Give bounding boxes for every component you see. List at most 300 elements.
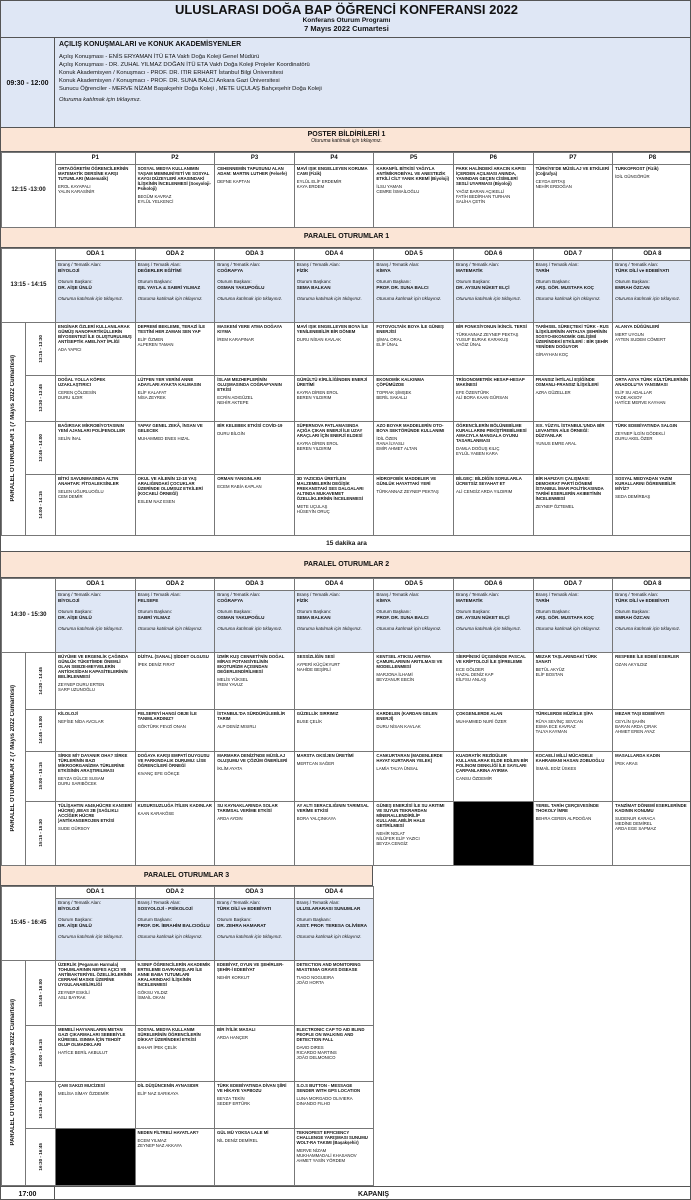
opening-session bbox=[1, 38, 691, 128]
talk-title: SOSYAL MEDYADAN YAZIM KURALLARINI ÖĞRENEBİLİR MİYİZ? bbox=[615, 476, 676, 492]
talk-cell bbox=[294, 323, 374, 376]
join-link[interactable]: Oturuma katılmak için tıklayınız. bbox=[58, 934, 124, 939]
talk-cell bbox=[453, 422, 533, 475]
talk-authors: KAAN KARAKÖSE bbox=[137, 810, 175, 816]
talk-cell bbox=[374, 801, 454, 865]
join-link[interactable]: Oturuma katılmak için tıklayınız. bbox=[615, 296, 681, 301]
talk-authors: ZEYNEP İLGİN GÖDEKLİ DURU AKEL ÖZER bbox=[615, 431, 665, 442]
poster-cell bbox=[135, 165, 215, 228]
room-header: ODA 6 bbox=[453, 249, 533, 261]
branch-label: Branş / Tematik Alan: bbox=[376, 262, 420, 267]
talk-cell bbox=[613, 323, 691, 376]
talk-cell bbox=[613, 801, 691, 865]
talk-authors: ZEYNEP ESKİLİ ASLI BAYRAK bbox=[58, 990, 90, 1000]
branch-label: Branş / Tematik Alan: bbox=[217, 592, 261, 597]
talk-title: HİDROFOBİK MADDELER VE GÜNLÜK HAYATTAKİ YERİ bbox=[376, 476, 437, 487]
branch-name: TÜRK DİLİ ve EDEBİYATI bbox=[217, 906, 272, 911]
talk-title: ÖĞRENCİLERİN BÖLÜNEBİLME KURALLARINI PEKİŞTİREBİLMESİ AMACIYLA MANGALA OYUNU TASARLANMASI bbox=[455, 423, 527, 444]
time-slot bbox=[26, 653, 56, 710]
talk-title: KUSURSUZLUĞA İTİLEN KADINLAR bbox=[137, 802, 212, 808]
talk-title: DETECTION AND MONITORING MIASTENIA GRAVIS DISEASE bbox=[296, 962, 361, 972]
talk-title: DOĞAYA KARŞI EMPATİ DUYGUSU VE FARKINDALIK DURUMU: LİSE ÖĞRENCİLERİ ÖRNEĞİ bbox=[137, 752, 210, 768]
talk-authors: MELİS YÜKSEL İREM YAVUZ bbox=[217, 677, 249, 687]
talk-title: ÇAM SAKIZI MUCİZESİ bbox=[58, 1083, 105, 1089]
talk-title: ORTA ASYA TÜRK KÜLTÜRLERİNİN ANADOLU'YA YANSIMASI bbox=[615, 377, 689, 388]
opening-line: Açılış Konuşması - DR. ZUHAL YILMAZ DOĞAN İTÜ ETA Vakfı Doğa Koleji Projeler Koordinatörü bbox=[59, 62, 310, 68]
chair-name: SEMA BALKAN bbox=[296, 615, 331, 620]
join-link[interactable]: Oturuma katılmak için tıklayınız. bbox=[296, 296, 362, 301]
poster-authors: EROL KAYAPALI YALIN KARASİNİR bbox=[58, 184, 95, 194]
time-slot-text: 15:45 - 16:00 bbox=[38, 978, 43, 1007]
time-slot-text: 16:30 - 16:45 bbox=[38, 1142, 43, 1171]
talk-cell bbox=[613, 422, 691, 475]
talk-authors: TÜRKANNAZ ZEYNEP PEKTAŞ YUSUF BURAK KARAKUŞ YAĞIZ ÜNAL bbox=[455, 332, 519, 347]
talk-title: GÜL MÜ YOKSA LALE Mİ bbox=[217, 1130, 269, 1136]
chair-name: SABRİ YILMAZ bbox=[137, 615, 171, 620]
chair-name: OSMAN YAKUPOĞLU bbox=[217, 615, 265, 620]
chair-name: IŞIL YAYLA & SABRİ YILMAZ bbox=[137, 285, 201, 290]
talk-authors: DURU BİLGİN bbox=[217, 431, 245, 437]
opening-title: AÇILIŞ KONUŞMALARI ve KONUK AKADEMİSYENLER bbox=[59, 41, 242, 48]
poster-join-link[interactable]: Oturuma katılmak için tıklayınız. bbox=[311, 138, 382, 144]
talk-cell bbox=[453, 801, 533, 865]
session-chair-cell bbox=[215, 261, 295, 323]
talk-authors: MERTCAN SAĞER bbox=[296, 760, 335, 766]
poster-cell bbox=[294, 165, 374, 228]
chair-name: EMRAH ÖZCAN bbox=[615, 615, 650, 620]
talk-title: KUADRATİK REZİDÜLER KULLANILARAK ELDE EDİLEN BİR POLİNOM DENKLİĞİ İLE SAYILARI ÇARPANLARINA AYIRMA bbox=[455, 752, 529, 773]
talk-cell bbox=[56, 653, 136, 710]
branch-name: COĞRAFYA bbox=[217, 268, 244, 273]
talk-title: ELECTRONIC CAP TO AID BLIND PEOPLE ON WALKING AND DETECTION FALL bbox=[296, 1026, 365, 1042]
talk-title: XIX. YÜZYIL İSTANBUL'UNDA BİR LEVANTEN AİLE ÖRNEĞİ: DÜZYANLAR bbox=[535, 423, 605, 439]
poster-column-header: P3 bbox=[215, 153, 295, 165]
talk-cell bbox=[56, 376, 136, 422]
room-header: ODA 5 bbox=[374, 249, 454, 261]
talk-authors: TIAGO NOGUEIRA JOÃO HORTA bbox=[296, 975, 334, 985]
talk-title: TÜRK EDEBİYATINDA SALGIN bbox=[615, 423, 678, 429]
poster-title: ORTAÖĞRETİM ÖĞRENCİLERİNİN MATEMATİK DERSİNE KARŞI TUTUMLARI (Matematik) bbox=[58, 166, 129, 181]
talk-authors: BEYZA TEKİN SEDEF ERTÜRK bbox=[217, 1096, 251, 1107]
talk-cell bbox=[294, 1129, 374, 1186]
talk-authors: ARDA HANÇER bbox=[217, 1034, 249, 1040]
talk-cell bbox=[135, 653, 215, 710]
join-link[interactable]: Oturuma katılmak için tıklayınız. bbox=[535, 296, 601, 301]
join-link[interactable]: Oturuma katılmak için tıklayınız. bbox=[137, 296, 203, 301]
talk-authors: GİRAYHAN KOÇ bbox=[535, 352, 569, 357]
talk-authors: METE UÇULAŞ HÜSEYİN ORUÇ bbox=[296, 504, 330, 515]
talk-authors: MERT UYGUN AYTEN SUDEM CÖMERT bbox=[615, 332, 666, 342]
poster-cell bbox=[215, 165, 295, 228]
join-link[interactable]: Oturuma katılmak için tıklayınız. bbox=[376, 296, 442, 301]
opening-line: Konuk Akademisyen / Konuşmacı - PROF. DR. ITIR ERHART İstanbul Bilgi Üniversitesi bbox=[59, 70, 284, 76]
talk-title: MEZAR TAŞI EDEBİYATI bbox=[615, 711, 665, 717]
chair-name: EMRAH ÖZCAN bbox=[615, 285, 650, 290]
room-header: ODA 2 bbox=[135, 249, 215, 261]
time-slot bbox=[26, 1082, 56, 1129]
talk-title: ENGİNAR ÖZLERİ KULLANILARAK GÜMÜŞ NANOPARTİKÜLLERİN BİYOSENTEZİ İLE OLUŞTURULMUŞ ANTİSEPTİK AMELİYAT İPLİĞİ bbox=[58, 324, 132, 344]
talk-title: S.O.S BUTTON - MESSAGE SENDER WITH GPS LOCATION bbox=[296, 1083, 361, 1094]
time-slot-text: 14:30 - 14:45 bbox=[38, 666, 43, 695]
talk-title: BİR İYİLİK MASALI bbox=[217, 1026, 256, 1032]
talk-title: ÇOKGENLERDE ALAN bbox=[455, 711, 503, 717]
room-header: ODA 4 bbox=[294, 579, 374, 591]
room-header: ODA 1 bbox=[56, 249, 136, 261]
talk-authors: ECRİN ADIGÜZEL NEHİR AKTEPE bbox=[217, 395, 254, 406]
p1-time: 13:15 - 14:15 bbox=[2, 249, 56, 323]
branch-label: Branş / Tematik Alan: bbox=[58, 592, 102, 597]
talk-cell bbox=[56, 1082, 136, 1129]
talk-authors: BUSE ÇELİK bbox=[296, 719, 323, 725]
chair-label: Oturum Başkanı: bbox=[376, 279, 411, 284]
talk-cell bbox=[294, 475, 374, 536]
session-chair-cell bbox=[294, 899, 374, 961]
talk-cell bbox=[374, 751, 454, 801]
chair-label: Oturum Başkanı: bbox=[58, 279, 93, 284]
talk-authors: ALİ CENGİZ ARDA YILDIRIM bbox=[455, 489, 513, 495]
time-slot-text: 15:15 - 15:30 bbox=[38, 819, 43, 847]
talk-cell bbox=[215, 1025, 295, 1082]
program-date: 7 Mayıs 2022 Cumartesi bbox=[304, 24, 389, 33]
join-link[interactable]: Oturuma katılmak için tıklayınız. bbox=[58, 296, 124, 301]
talk-authors: ELİF NAZ SARIKAYA bbox=[137, 1091, 179, 1097]
join-link[interactable]: Oturuma katılmak için tıklayınız. bbox=[296, 626, 362, 631]
talk-cell bbox=[453, 323, 533, 376]
chair-name: DR. AİŞE ÜNLÜ bbox=[58, 615, 92, 620]
branch-label: Branş / Tematik Alan: bbox=[296, 262, 340, 267]
branch-name: ULUSLARARASI SUNUMLAR bbox=[296, 906, 361, 911]
poster-cell bbox=[374, 165, 454, 228]
poster-authors: DEFNE KAPTAN bbox=[217, 179, 250, 184]
opening-time: 09:30 - 12:00 bbox=[1, 38, 55, 128]
talk-title: MAVİ IŞIK ENGELLEYEN BOYA İLE YENİLENEBİLİR BİR DÖNEM bbox=[296, 324, 369, 334]
opening-line: Konuk Akademisyen / Konuşmacı - PROF. DR. SUNA BALCI Ankara Gazi Üniversitesi bbox=[59, 78, 280, 84]
room-header: ODA 3 bbox=[215, 579, 295, 591]
session-chair-cell bbox=[453, 261, 533, 323]
join-link[interactable]: Oturuma katılmak için tıklayınız. bbox=[137, 934, 203, 939]
session-chair-cell bbox=[56, 261, 136, 323]
talk-title: DEPREMİ BEKLEME, TERAZİ İLE TESTİNİ HER ZAMAN SEN YAP bbox=[137, 324, 206, 334]
talk-cell bbox=[56, 751, 136, 801]
talk-title: AZO BOYAR MADDELERİN OTO-BOYA SEKTÖRÜNDE KULLANIMI bbox=[376, 423, 445, 434]
join-link[interactable]: Oturuma katılmak için tıklayınız. bbox=[217, 626, 283, 631]
talk-cell bbox=[135, 475, 215, 536]
room-header: ODA 4 bbox=[294, 887, 374, 899]
poster-column-header: P1 bbox=[56, 153, 136, 165]
talk-authors: MELİSA SİMAY ÖZDEMİR bbox=[58, 1091, 109, 1097]
talk-title: DİL DÜŞÜNCENİN AYNASIDIR bbox=[137, 1083, 199, 1089]
p3-side-label bbox=[2, 961, 26, 1186]
talk-title: 9.SINIF ÖĞRENCİLERİN AKADEMİK ERTELEME DAVRANIŞLARI İLE ANNE BABA TUTUMLARI ARALARINDAKİ İLİŞKİNİN İNCELENMESİ bbox=[137, 962, 211, 987]
closing-time: 17:00 bbox=[1, 1187, 55, 1200]
talk-authors: SUDENUR KARACA MEDİNE DEMİREL ARDA EGE SAPMAZ bbox=[615, 815, 656, 831]
talk-authors: DURU NİSAN KAVLAK bbox=[376, 724, 421, 730]
opening-line: Sunucu Öğrenciler - MERVE NİZAM Başakşehir Doğa Koleji , METE UÇULAŞ Bahçeşehir Doğa Koleji bbox=[59, 86, 322, 92]
talk-cell bbox=[294, 801, 374, 865]
closing-row bbox=[1, 1186, 691, 1200]
talk-cell bbox=[215, 1129, 295, 1186]
session-chair-cell bbox=[613, 591, 691, 653]
session-chair-cell bbox=[215, 899, 295, 961]
talk-title: TÜRK EDEBİYATINDA DİVAN ŞİİRİ VE HİKAYE YAPBOZU bbox=[217, 1083, 287, 1094]
join-link[interactable]: Oturuma katılmak için tıklayınız. bbox=[217, 296, 283, 301]
talk-cell bbox=[453, 710, 533, 751]
branch-label: Branş / Tematik Alan: bbox=[217, 262, 261, 267]
talk-authors: ZEYNEP ÖZTEMEL bbox=[535, 504, 575, 510]
talk-cell bbox=[294, 1082, 374, 1129]
session-chair-cell bbox=[374, 261, 454, 323]
opening-join-link[interactable]: Oturuma katılmak için tıklayınız. bbox=[59, 97, 142, 103]
session-chair-cell bbox=[453, 591, 533, 653]
talk-authors: MARJONA İLHAMİ BEYZANUR EBCİN bbox=[376, 672, 415, 682]
branch-label: Branş / Tematik Alan: bbox=[376, 592, 420, 597]
talk-cell bbox=[56, 1129, 136, 1186]
chair-label: Oturum Başkanı: bbox=[137, 279, 173, 284]
talk-authors: CEREN ÇÖLDESİN DURU ILDIR bbox=[58, 390, 97, 401]
talk-authors: DURU NİSAN KAVLAK bbox=[296, 337, 342, 342]
talk-cell bbox=[56, 710, 136, 751]
talk-cell bbox=[135, 751, 215, 801]
chair-label: Oturum Başkanı: bbox=[217, 279, 252, 284]
talk-title: MARMARA DENİZİ'NDE MÜSİLAJ OLUŞUMU VE ÇÖZÜM ÖNERİLERİ bbox=[217, 752, 288, 763]
talk-title: DİJİTAL (SANAL) ŞİDDET OLGUSU bbox=[137, 654, 209, 659]
talk-authors: NİL DENİZ DEMİREL bbox=[217, 1138, 258, 1144]
p3-band bbox=[1, 866, 373, 886]
p3-title: PARALEL OTURUMLAR 3 bbox=[143, 872, 230, 879]
talk-cell bbox=[533, 653, 613, 710]
branch-name: TARİH bbox=[535, 598, 550, 603]
time-slot-text: 14:45 - 15:00 bbox=[38, 716, 43, 744]
poster-column-header: P4 bbox=[294, 153, 374, 165]
chair-label: Oturum Başkanı: bbox=[455, 279, 491, 284]
talk-cell bbox=[613, 751, 691, 801]
branch-label: Branş / Tematik Alan: bbox=[535, 262, 579, 267]
poster-authors: İDİL GÜNGÖRÜR bbox=[615, 174, 650, 179]
branch-name: TARİH bbox=[535, 268, 550, 273]
room-header: ODA 2 bbox=[135, 579, 215, 591]
talk-title: İSLAM MEZHEPLERİNİN OLUŞMASINDA COĞRAFYANIN ETKİSİ bbox=[217, 377, 282, 393]
branch-name: FELSEFE bbox=[137, 598, 159, 603]
talk-title: FELSEFEYİ HANGİ OBJE İLE TANIMLARDINIZ? bbox=[137, 711, 197, 722]
talk-title: TÜRKLERDE MÜZİKLE ŞİFA bbox=[535, 711, 594, 717]
branch-label: Branş / Tematik Alan: bbox=[535, 592, 579, 597]
chair-name: DR. AİŞE ÜNLÜ bbox=[58, 285, 92, 290]
talk-authors: SELİN İNAL bbox=[58, 436, 82, 442]
join-link[interactable]: Oturuma katılmak için tıklayınız. bbox=[217, 934, 283, 939]
talk-authors: NEHİR KORKUT bbox=[217, 975, 250, 980]
talk-authors: TÜRKANNAZ ZEYNEP PEKTAŞ bbox=[376, 489, 439, 495]
talk-authors: TOPRAK ŞİMŞEK BERİL SAKALLI bbox=[376, 390, 412, 401]
talk-authors: ZEYNEP DURU ERTEN SARP UZUNOĞLU bbox=[58, 682, 105, 692]
poster-title: PARK HALİNDEKİ ARACIN KAPISI İÇERDEN AÇILMASI ANINDA, YANINDAN GEÇEN CİSİMLERİ SESLİ UYARMASI (Biyoloji) bbox=[455, 166, 526, 186]
session-chair-cell bbox=[56, 899, 136, 961]
talk-authors: RÜYA SEVİNÇ SEVCAN ESMA ECE KAVRAZ TALYA KAYMAN bbox=[535, 719, 583, 735]
time-slot-text: 14:00 - 14:15 bbox=[38, 490, 43, 519]
talk-cell bbox=[613, 710, 691, 751]
talk-cell bbox=[533, 801, 613, 865]
talk-authors: LAMİA TALYA ÜNSAL bbox=[376, 765, 419, 771]
talk-cell bbox=[135, 1129, 215, 1186]
talk-cell bbox=[215, 653, 295, 710]
talk-cell bbox=[453, 653, 533, 710]
join-link[interactable]: Oturuma katılmak için tıklayınız. bbox=[455, 626, 522, 631]
p2-side-label bbox=[2, 653, 26, 866]
chair-label: Oturum Başkanı: bbox=[296, 279, 332, 284]
room-header: ODA 5 bbox=[374, 579, 454, 591]
time-slot bbox=[26, 961, 56, 1026]
talk-cell bbox=[135, 801, 215, 865]
talk-title: AY ALTI SERACILIĞININ TARIMSAL VERİME ETKİSİ bbox=[296, 802, 369, 813]
conference-title: ULUSLARASI DOĞA BAP ÖĞRENCİ KONFERANSI 2022 bbox=[174, 2, 519, 17]
talk-title: 3D YAZICIDA ÜRETİLEN MALZEMELERİN DEĞİŞİK FREKANSTAKİ SES DALGALARI ALTINDA MUKAVEMET ÖZELLİKLERİNİN İNCELENMESİ bbox=[296, 476, 364, 502]
talk-authors: DAMLA DOĞUŞ KILIÇ EYLÜL YABEN KARA bbox=[455, 446, 500, 457]
branch-name: KİMYA bbox=[376, 268, 391, 273]
chair-label: Oturum Başkanı: bbox=[535, 279, 571, 284]
talk-cell bbox=[533, 710, 613, 751]
branch-label: Branş / Tematik Alan: bbox=[455, 592, 500, 597]
poster-cell bbox=[56, 165, 136, 228]
talk-cell bbox=[215, 422, 295, 475]
chair-name: DR. AYSUN NÜKET ELÇİ bbox=[455, 285, 510, 290]
talk-authors: MERVE NİZAM MUKHAMMADALİ KHASANOV AHMET YASİN YÖRDEM bbox=[296, 1148, 357, 1164]
talk-authors: NEHİR NOLAT NİLÜFER ELİF YAZICI BEYZA CENGİZ bbox=[376, 830, 420, 846]
talk-authors: BORA YALÇINKAYA bbox=[296, 815, 336, 821]
poster-authors: BEGÜM KAVRAZ EYLÜL YELKENCİ bbox=[137, 194, 174, 204]
talk-cell bbox=[56, 475, 136, 536]
talk-cell bbox=[613, 475, 691, 536]
talk-authors: İPEK ARAS bbox=[615, 760, 638, 766]
poster-authors: İLSU YAMAN CEMRE İSMAİLOĞLU bbox=[376, 184, 420, 194]
talk-cell bbox=[215, 801, 295, 865]
room-header: ODA 1 bbox=[56, 579, 136, 591]
session-chair-cell bbox=[215, 591, 295, 653]
p3-grid bbox=[1, 886, 374, 1186]
join-link[interactable]: Oturuma katılmak için tıklayınız. bbox=[137, 626, 203, 631]
branch-label: Branş / Tematik Alan: bbox=[296, 900, 340, 905]
branch-name: TÜRK DİLİ ve EDEBİYATI bbox=[615, 598, 670, 603]
break-label: 15 dakika ara bbox=[1, 536, 691, 552]
talk-title: TEKNOFEST EFFICIENCY CHALLENGE YARIŞMASI SUNUMU WOLT-RA TAKIMI (Başakşehir) bbox=[296, 1130, 368, 1146]
talk-title: TANZİMAT DÖNEMİ ESERLERİNDE KADININ KONUMU bbox=[615, 802, 687, 813]
talk-title: KARDELEN (KARDAN GELEN ENERJİ) bbox=[376, 711, 438, 722]
poster-cell bbox=[613, 165, 691, 228]
chair-label: Oturum Başkanı: bbox=[615, 279, 650, 284]
talk-title: İZMİR KUŞ CENNETİ'NİN DOĞAL MİRAS POTANSİYELİNİN EKOTURİZM AÇISINDAN DEĞERLENDİRİLMESİ bbox=[217, 654, 285, 674]
room-header: ODA 6 bbox=[453, 579, 533, 591]
talk-cell bbox=[56, 1025, 136, 1082]
poster-title: POSTER BİLDİRİLERİ 1 bbox=[307, 131, 386, 138]
poster-authors: CEYDA ERTAŞ NEHİR ERDOĞAN bbox=[535, 179, 572, 189]
talk-title: BİR KELEBEK ETKİSİ COVİD-19 bbox=[217, 423, 283, 429]
time-slot bbox=[26, 1025, 56, 1082]
talk-title: GÜNEŞ ENERJİSİ İLE SU ARITIMI VE SUYUN TEKRARDAN MİNERALLENDİRİLİP KULLANILABİLİR HALE GETİRİLMESİ bbox=[376, 802, 445, 828]
talk-title: SÜPERNOVA PATLAMASINDA AÇIĞA ÇIKAN ENERJİ İLE UZAY ARAÇLARI İÇİN ENERJİ ELDESİ bbox=[296, 423, 363, 439]
branch-label: Branş / Tematik Alan: bbox=[137, 900, 181, 905]
talk-authors: KAYRA DİREN EROL BEREN YILDIRIM bbox=[296, 441, 339, 452]
poster-title: MAVİ IŞIK ENGELLEYEN KORUMA CAMI (Fizik) bbox=[296, 166, 368, 176]
talk-cell bbox=[613, 376, 691, 422]
chair-name: DR. ZEHRA HAMARAT bbox=[217, 923, 266, 928]
session-chair-cell bbox=[533, 261, 613, 323]
poster-grid bbox=[1, 152, 691, 228]
chair-label: Oturum Başkanı: bbox=[296, 609, 332, 614]
room-header: ODA 2 bbox=[135, 887, 215, 899]
poster-authors: EYLÜL ELİF ERDEMİR KAYA ERDEM bbox=[296, 179, 342, 189]
chair-name: DR. AİŞE ÜNLÜ bbox=[58, 923, 92, 928]
talk-authors: İSMAİL EDİZ ÜSKES bbox=[535, 765, 577, 771]
talk-authors: MUHAMMED ENES HIZAL bbox=[137, 436, 190, 442]
talk-cell bbox=[135, 323, 215, 376]
talk-authors: İKLİM AYATA bbox=[217, 765, 243, 771]
join-link[interactable]: Oturuma katılmak için tıklayınız. bbox=[296, 934, 362, 939]
time-slot-text: 13:45 - 14:00 bbox=[38, 433, 43, 462]
talk-authors: ECEM RABİA KAPLAN bbox=[217, 484, 262, 490]
time-slot bbox=[26, 710, 56, 751]
poster-title: KARANFİL BİTKİSİ YAĞIYLA ANTİMİKROBİYAL VE ANESTEZİK ETKİLİ CİLT YANIK KREMİ (Biyoloji) bbox=[376, 166, 450, 181]
branch-name: FİZİK bbox=[296, 598, 309, 603]
time-slot-text: 16:00 - 16:15 bbox=[38, 1039, 43, 1067]
time-slot-text: 16:15 - 16:30 bbox=[38, 1090, 43, 1119]
join-link[interactable]: Oturuma katılmak için tıklayınız. bbox=[58, 626, 124, 631]
talk-title: NEDEN FİLTRELİ HAYATLAR? bbox=[137, 1130, 199, 1136]
poster-column-header: P2 bbox=[135, 153, 215, 165]
join-link[interactable]: Oturuma katılmak için tıklayınız. bbox=[455, 296, 522, 301]
room-header: ODA 8 bbox=[613, 249, 691, 261]
chair-label: Oturum Başkanı: bbox=[217, 917, 252, 922]
branch-name: FİZİK bbox=[296, 268, 309, 273]
talk-authors: SUDE GÜRSOY bbox=[58, 825, 90, 831]
talk-cell bbox=[135, 376, 215, 422]
talk-title: MASALLARDA KADIN bbox=[615, 752, 661, 758]
branch-name: MATEMATİK bbox=[455, 268, 483, 273]
talk-title: GÜZELLİK SIRRIMIZ bbox=[296, 711, 339, 717]
room-header: ODA 4 bbox=[294, 249, 374, 261]
talk-cell bbox=[135, 961, 215, 1026]
chair-name: ARŞ. GÖR. MUSTAFA KOÇ bbox=[535, 615, 595, 620]
talk-cell bbox=[294, 376, 374, 422]
opening-line: Açılış Konuşması - ENİS ERYAMAN İTÜ ETA Vakfı Doğa Koleji Genel Müdürü bbox=[59, 54, 260, 60]
chair-name: PROF. DR. SUNA BALCI bbox=[376, 615, 429, 620]
talk-title: FOTOVOLTAİK BOYA İLE GÜNEŞ ENERJİSİ bbox=[376, 324, 444, 334]
join-link[interactable]: Oturuma katılmak için tıklayınız. bbox=[615, 626, 681, 631]
talk-cell bbox=[453, 751, 533, 801]
chair-label: Oturum Başkanı: bbox=[535, 609, 571, 614]
talk-title: YAPAY GENEL ZEKÂ, İNSAN VE GELECEK bbox=[137, 423, 203, 434]
p3-side-text: PARALEL OTURUMLAR 3 (7 Mayıs 2022 Cumartesi) bbox=[10, 998, 16, 1146]
talk-cell bbox=[533, 323, 613, 376]
talk-cell bbox=[374, 475, 454, 536]
talk-authors: ŞİMAL ORAL ELİF ÜNAL bbox=[376, 337, 403, 347]
branch-label: Branş / Tematik Alan: bbox=[58, 262, 102, 267]
time-slot bbox=[26, 1129, 56, 1186]
talk-cell bbox=[533, 475, 613, 536]
time-slot bbox=[26, 323, 56, 376]
poster-title: TÜRKİYE'DE MÜSİLAJ VE ETKİLERİ (Coğrafya) bbox=[535, 166, 610, 176]
talk-cell bbox=[533, 376, 613, 422]
talk-cell bbox=[215, 376, 295, 422]
p1-side-label bbox=[2, 323, 26, 536]
join-link[interactable]: Oturuma katılmak için tıklayınız. bbox=[376, 626, 442, 631]
branch-label: Branş / Tematik Alan: bbox=[58, 900, 102, 905]
branch-name: DEĞERLER EĞİTİMİ bbox=[137, 268, 182, 273]
join-link[interactable]: Oturuma katılmak için tıklayınız. bbox=[535, 626, 601, 631]
talk-authors: GÖKTÜRK FEVZİ ONAN bbox=[137, 724, 186, 730]
branch-label: Branş / Tematik Alan: bbox=[615, 262, 659, 267]
talk-authors: HATİCE BERİL AKBULUT bbox=[58, 1049, 108, 1055]
talk-title: RESFEBE İLE EDEBİ ESERLER bbox=[615, 654, 680, 659]
talk-authors: ELİF ÖZMEN ALPEREN TAMAN bbox=[137, 337, 174, 347]
time-slot bbox=[26, 801, 56, 865]
